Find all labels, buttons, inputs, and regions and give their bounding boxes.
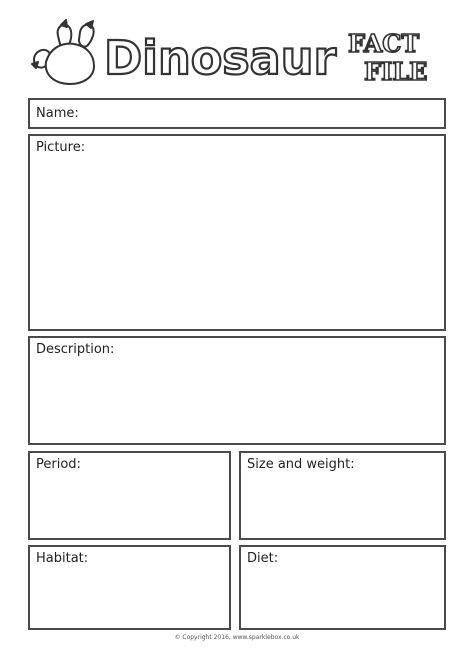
picture-label: Picture:: [36, 140, 86, 155]
description-label: Description:: [36, 342, 115, 357]
title-file: FILE: [364, 57, 428, 86]
size-weight-field[interactable]: [239, 451, 446, 540]
header: [28, 18, 448, 90]
period-label: Period:: [36, 457, 81, 472]
name-label: Name:: [36, 106, 79, 121]
period-field[interactable]: [28, 451, 231, 540]
diet-label: Diet:: [247, 551, 279, 566]
dinosaur-foot-icon: [32, 20, 94, 84]
title-fact: FACT: [348, 29, 420, 58]
habitat-field[interactable]: [28, 545, 231, 630]
header-graphic: [28, 18, 448, 90]
description-field[interactable]: [28, 336, 446, 445]
picture-field[interactable]: [28, 134, 446, 331]
title-main: Dinosaur: [104, 31, 337, 85]
copyright-footer: © Copyright 2016, www.sparklebox.co.uk: [174, 634, 300, 641]
habitat-label: Habitat:: [36, 551, 89, 566]
diet-field[interactable]: [239, 545, 446, 630]
name-field[interactable]: [28, 98, 446, 129]
size-weight-label: Size and weight:: [247, 457, 355, 472]
